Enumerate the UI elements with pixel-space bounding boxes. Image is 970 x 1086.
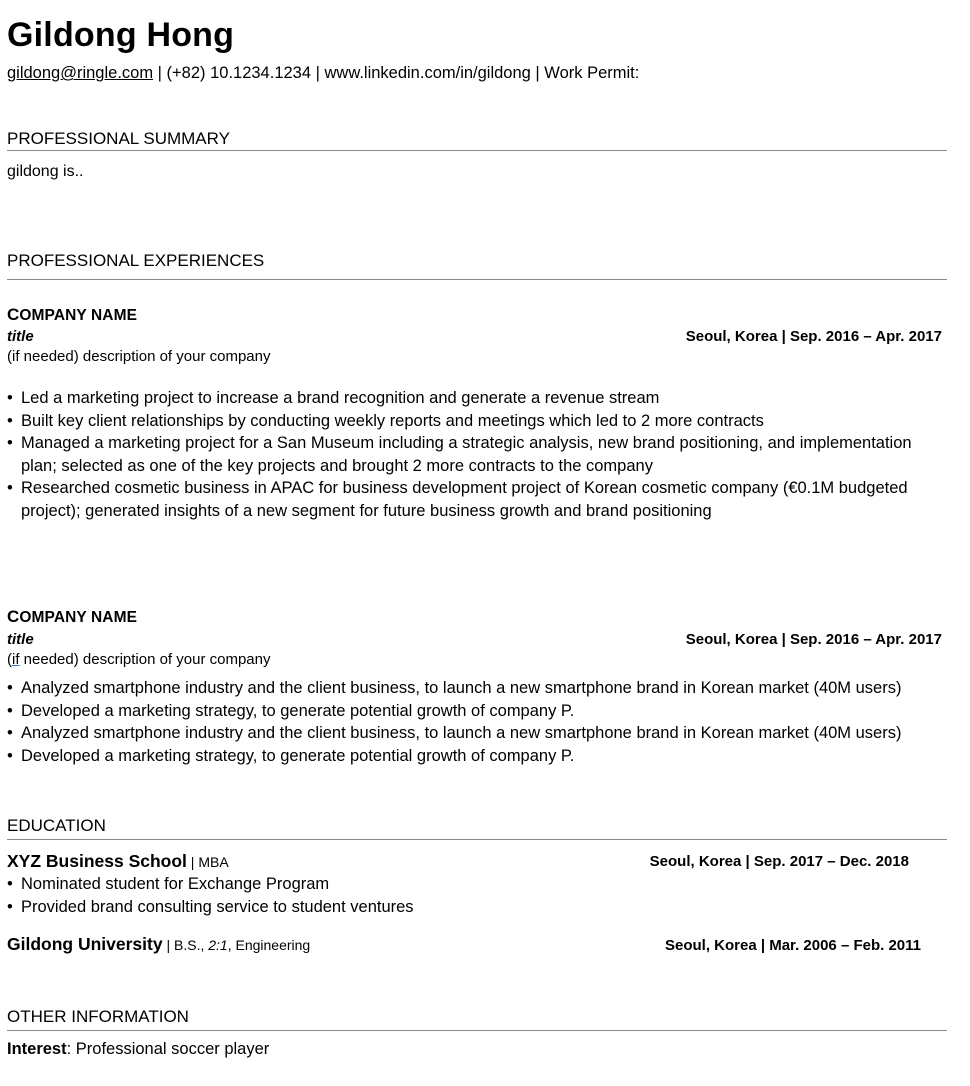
school-name: XYZ Business School bbox=[7, 851, 187, 871]
resume-name: Gildong Hong bbox=[7, 16, 235, 54]
company-name: COMPANY NAME bbox=[7, 305, 138, 324]
list-item: • Managed a marketing project for a San Museum including a strategic analysis, new brand positioning, and implementation plan; selected as one of the key projects and brought 2 more contracts to the company bbox=[7, 432, 947, 477]
summary-divider bbox=[7, 150, 947, 151]
education-divider bbox=[7, 839, 947, 840]
summary-text: gildong is.. bbox=[7, 163, 84, 180]
education-heading: EDUCATION bbox=[7, 816, 106, 835]
contact-line bbox=[7, 64, 639, 83]
summary-heading: PROFESSIONAL SUMMARY bbox=[7, 129, 230, 148]
job-location-date: Seoul, Korea | Sep. 2016 – Apr. 2017 bbox=[685, 631, 942, 648]
job-title: title bbox=[7, 328, 34, 345]
list-item: • Researched cosmetic business in APAC for business development project of Korean cosmetic company (€0.1M budgeted project); generated insights of a new segment for future business growth and brand positioning bbox=[7, 477, 947, 522]
list-item: • Provided brand consulting service to student ventures bbox=[7, 896, 907, 919]
company-description: (if needed) description of your company bbox=[7, 348, 271, 365]
list-item: • Developed a marketing strategy, to generate potential growth of company P. bbox=[7, 700, 962, 723]
school-entry: Gildong University | B.S., 2:1, Engineering bbox=[7, 934, 311, 954]
degree: MBA bbox=[198, 854, 229, 870]
interest-label: Interest bbox=[7, 1040, 67, 1058]
contact-details: | (+82) 10.1234.1234 | www.linkedin.com/in/gildong | Work Permit: bbox=[153, 64, 640, 82]
interest-value: : Professional soccer player bbox=[66, 1040, 270, 1058]
education-bullets bbox=[7, 873, 907, 918]
list-item: • Led a marketing project to increase a brand recognition and generate a revenue stream bbox=[7, 387, 947, 410]
experiences-divider bbox=[7, 279, 947, 280]
experience-bullets bbox=[7, 677, 962, 767]
list-item: • Nominated student for Exchange Program bbox=[7, 873, 907, 896]
other-divider bbox=[7, 1030, 947, 1031]
school-location-date: Seoul, Korea | Mar. 2006 – Feb. 2011 bbox=[665, 937, 921, 954]
experience-bullets bbox=[7, 387, 947, 522]
list-item: • Analyzed smartphone industry and the client business, to launch a new smartphone brand in Korean market (40M users) bbox=[7, 722, 962, 745]
company-description: (if needed) description of your company bbox=[7, 651, 271, 668]
interest-line bbox=[7, 1040, 269, 1059]
job-location-date: Seoul, Korea | Sep. 2016 – Apr. 2017 bbox=[685, 328, 942, 345]
school-location-date: Seoul, Korea | Sep. 2017 – Dec. 2018 bbox=[649, 853, 909, 870]
list-item: • Built key client relationships by conducting weekly reports and meetings which led to 2 more contracts bbox=[7, 410, 947, 433]
experiences-heading: PROFESSIONAL EXPERIENCES bbox=[7, 251, 265, 270]
school-entry: XYZ Business School | MBA bbox=[7, 851, 229, 871]
other-heading: OTHER INFORMATION bbox=[7, 1007, 189, 1026]
degree: B.S., bbox=[174, 937, 209, 953]
job-title: title bbox=[7, 631, 34, 648]
list-item: • Developed a marketing strategy, to generate potential growth of company P. bbox=[7, 745, 962, 768]
company-name: COMPANY NAME bbox=[7, 607, 138, 626]
school-name: Gildong University bbox=[7, 934, 163, 954]
email-link[interactable]: gildong@ringle.com bbox=[7, 64, 154, 82]
list-item: • Analyzed smartphone industry and the client business, to launch a new smartphone brand in Korean market (40M users) bbox=[7, 677, 962, 700]
